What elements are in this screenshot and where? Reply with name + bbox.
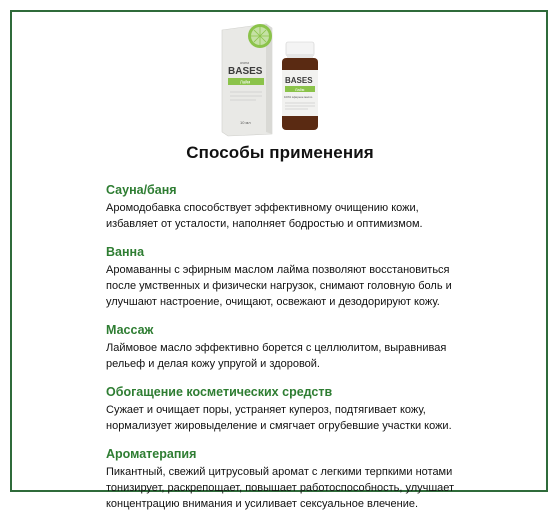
bottle-variant: Лайм [295,87,305,92]
section-aromatherapy [106,447,466,512]
section-heading: Обогащение косметических средств [106,385,333,399]
section-heading: Сауна/баня [106,183,177,197]
section-sauna [106,183,466,232]
section-text: Аромодобавка способствует эффективному очищению кожи, избавляет от усталости, наполняет бодростью и оптимизмом. [106,202,423,230]
section-heading: Ванна [106,245,145,259]
section-text: Сужает и очищает поры, устраняет купероз, подтягивает кожу, нормализует жировыделение и смягчает огрубевшие участки кожи. [106,404,452,432]
box-brand-sub: aroma [240,61,250,65]
section-heading: Массаж [106,323,154,337]
product-image [216,20,334,138]
usage-sections [106,183,466,525]
section-heading: Ароматерапия [106,447,197,461]
bottle-label-line: 100% эфирное масло [284,95,313,99]
box-volume: 10 мл [240,120,251,125]
section-text: Пикантный, свежий цитрусовый аромат с легкими терпкими нотами тонизирует, раскрепощает, повышает работоспособность, улучшает концентрацию внимания и усиливает сексуальное влечение. [106,466,455,510]
section-text: Аромаванны с эфирным маслом лайма позволяют восстановиться после умственных и физически нагрузок, снимают головную боль и улучшают настроение, очищают, освежают и дезодорируют кожу. [106,264,452,308]
page-title: Способы применения [186,143,374,162]
box-brand: BASES [228,66,263,77]
section-bath [106,245,466,310]
bottle-brand: BASES [285,76,313,85]
section-massage [106,323,466,372]
box-variant: Лайм [240,79,251,85]
section-text: Лаймовое масло эффективно борется с целлюлитом, выравнивая рельеф и делая кожу упругой и здоровой. [106,342,447,370]
section-cosmetics [106,385,466,434]
